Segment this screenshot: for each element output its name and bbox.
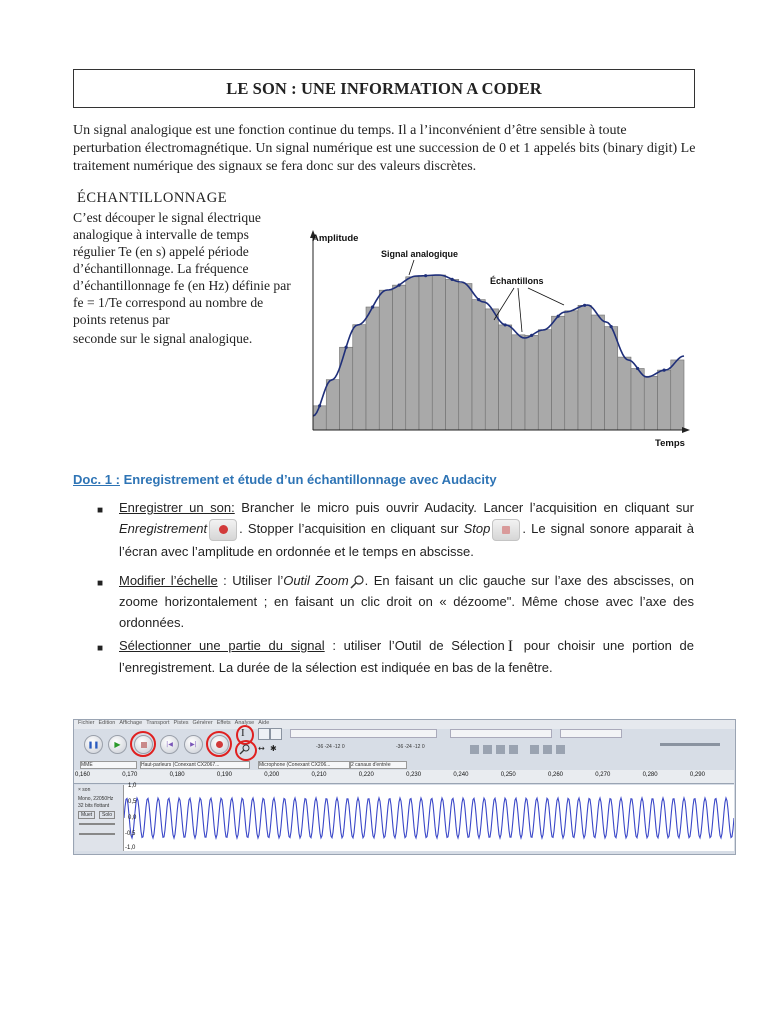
sample-point: [530, 334, 533, 337]
pan-slider[interactable]: [79, 833, 115, 835]
page-title-text: LE SON : UNE INFORMATION A CODER: [226, 78, 542, 98]
sample-bar: [538, 330, 551, 430]
x-axis-arrow: [682, 427, 690, 433]
bullet-3: ■: [97, 643, 104, 654]
ruler-label: 0,230: [406, 772, 422, 778]
host-select[interactable]: MME: [80, 761, 137, 769]
ruler-label: 0,260: [548, 772, 564, 778]
selection-tool-icon: I: [507, 638, 514, 656]
multi-tool[interactable]: ✱: [270, 744, 277, 753]
menu-item-7[interactable]: Analyse: [234, 720, 255, 726]
sample-bar: [658, 370, 671, 430]
sample-bar: [552, 316, 565, 430]
sample-point: [610, 325, 613, 328]
ruler-label: 0,200: [264, 772, 280, 778]
output-device-select[interactable]: Haut-parleurs (Conexant CX2067...: [140, 761, 250, 769]
sample-point: [636, 367, 639, 370]
x-axis-label: Temps: [655, 438, 685, 449]
sample-bar: [565, 311, 578, 430]
scale-label: -0,5: [125, 831, 136, 837]
sample-bar: [366, 307, 379, 430]
bullet-3-lead: Sélectionner une partie du signal: [119, 638, 325, 653]
channels-select[interactable]: 2 canaux d'entrée: [350, 761, 407, 769]
samples-label: Échantillons: [490, 276, 544, 286]
sample-bar: [406, 277, 419, 430]
sample-point: [345, 346, 348, 349]
sample-bar: [605, 327, 618, 430]
menu-item-8[interactable]: Aide: [258, 720, 270, 726]
ruler-label: 0,250: [500, 772, 516, 778]
sample-bar: [671, 360, 684, 430]
sample-bar: [499, 325, 512, 430]
bullet-1-lead: Enregistrer un son:: [119, 500, 235, 515]
sample-bar: [326, 380, 339, 430]
sample-point: [451, 278, 454, 281]
ruler-label: 0,270: [595, 772, 611, 778]
record-button-icon: [209, 519, 237, 541]
stop-label: Stop: [463, 521, 491, 536]
sample-bar: [591, 315, 604, 430]
sample-point: [557, 315, 560, 318]
samples-pointer-3: [528, 288, 564, 305]
speed-slider[interactable]: [660, 743, 720, 746]
bullet-2-part2: . En faisant un clic gauche sur l’axe des abscisses, on zoome horizontalement ; en faisant un clic droit on « dézoome". Même chose avec l’axe des ordonnées.: [119, 573, 694, 630]
sample-bar: [353, 325, 366, 430]
signal-pointer: [409, 260, 414, 275]
ruler-label: 0,280: [642, 772, 658, 778]
track-control-panel: [75, 785, 124, 851]
scale-label: 1,0: [128, 783, 137, 789]
sample-bars: [313, 275, 684, 430]
scale-label: 0,0: [128, 815, 137, 821]
sample-bar: [459, 284, 472, 430]
mute-button[interactable]: Muet: [78, 811, 95, 819]
bullet-3-part1: : utiliser l’Outil de Sélection: [324, 638, 505, 653]
zoom-highlight-ring: [235, 740, 257, 761]
ruler-label: 0,160: [75, 772, 91, 778]
sample-bar: [340, 347, 353, 430]
sample-bar: [432, 275, 445, 430]
zoom-icon: [349, 574, 365, 590]
input-device-select[interactable]: Microphone (Conexant CX206...: [258, 761, 350, 769]
track-info-1: Mono, 22050Hz: [78, 796, 114, 802]
audacity-menubar: [74, 720, 735, 729]
scale-label: -1,0: [125, 845, 136, 851]
signal-label: Signal analogique: [381, 249, 459, 259]
track-name[interactable]: × son: [78, 787, 91, 793]
menu-item-6[interactable]: Effets: [216, 720, 231, 726]
sample-bar: [631, 369, 644, 431]
sample-point: [504, 323, 507, 326]
playback-meter: [290, 729, 437, 738]
ruler-label: 0,180: [169, 772, 185, 778]
bullet-2-text: [119, 570, 694, 633]
bullet-2: ■: [97, 578, 104, 589]
selection-tool[interactable]: I: [241, 727, 245, 739]
sample-bar: [379, 290, 392, 430]
sample-bar: [578, 305, 591, 430]
ruler-label: 0,240: [453, 772, 469, 778]
ruler-label: 0,220: [358, 772, 374, 778]
waveform[interactable]: [124, 785, 734, 851]
sampling-text-end: seconde sur le signal analogique.: [73, 331, 253, 346]
meter-labels-2: -36 -24 -12 0: [396, 744, 425, 750]
sample-bar: [644, 376, 657, 430]
sample-point: [398, 284, 401, 287]
doc-prefix: Doc. 1 :: [73, 472, 120, 487]
gain-slider[interactable]: [79, 823, 115, 825]
pause-button[interactable]: ❚❚: [84, 735, 103, 754]
skip-start-button[interactable]: |◀: [160, 735, 179, 754]
ruler-label: 0,210: [311, 772, 327, 778]
sampling-figure: [296, 220, 696, 452]
sample-bar: [472, 300, 485, 430]
bullet-2-part1: : Utiliser l’: [217, 573, 284, 588]
sample-bar: [393, 285, 406, 430]
sample-bar: [485, 309, 498, 430]
menu-item-5[interactable]: Générer: [192, 720, 213, 726]
sampling-heading: ÉCHANTILLONNAGE: [77, 190, 228, 206]
sample-bar: [512, 335, 525, 430]
sample-point: [477, 298, 480, 301]
bullet-1-part3: . Le signal sonore apparait à l’écran avec l’amplitude en ordonnée et le temps en abscisse.: [119, 521, 694, 559]
solo-button[interactable]: Solo: [99, 811, 115, 819]
menu-item-2[interactable]: Affichage: [119, 720, 143, 726]
menu-item-1[interactable]: Edition: [98, 720, 116, 726]
bullet-2-lead: Modifier l’échelle: [119, 573, 218, 588]
sample-point: [371, 305, 374, 308]
samples-pointer-2: [518, 288, 522, 332]
sample-point: [424, 274, 427, 277]
y-axis-label: Amplitude: [312, 233, 359, 244]
page-title: [73, 69, 695, 108]
intro-paragraph: Un signal analogique est une fonction continue du temps. Il a l’inconvénient d’être sensible à toute perturbation électromagnétique. Un signal numérique est une succession de 0 et 1 appelés bits (binary digit) Le traitement numérique des signaux se fera donc sur des valeurs discrètes.: [73, 123, 696, 174]
doc-title: [73, 472, 497, 487]
samples-pointer-1: [494, 288, 514, 320]
record-label: Enregistrement: [119, 521, 208, 536]
menu-item-0[interactable]: Fichier: [78, 720, 95, 726]
bullet-3-text: [119, 635, 694, 678]
record-highlight-ring: [206, 731, 232, 757]
sample-bar: [446, 279, 459, 430]
sample-point: [663, 368, 666, 371]
sample-bar: [313, 406, 326, 430]
play-button[interactable]: ▶: [108, 735, 127, 754]
sample-bar: [525, 335, 538, 430]
record-meter: [450, 729, 552, 738]
ruler-label: 0,190: [216, 772, 232, 778]
sample-point: [318, 404, 321, 407]
volume-slider[interactable]: [560, 729, 622, 738]
ruler-label: 0,170: [122, 772, 138, 778]
draw-tool[interactable]: [270, 728, 282, 740]
edit-toolbar: [470, 741, 630, 753]
bullet-3-part2: pour choisir une portion de l’enregistrement. La durée de la sélection est indiquée en bas de la fenêtre.: [119, 638, 695, 676]
sample-bar: [419, 276, 432, 430]
sample-bar: [618, 357, 631, 430]
sampling-text: C’est découper le signal électrique analogique à intervalle de temps régulier Te (en s) appelé période d’échantillonnage. La fréquence d’échantillonnage fe (en Hz) définie par fe = 1/Te correspond au nombre de points retenus par: [73, 210, 291, 327]
stop-highlight-ring: [130, 731, 156, 757]
menu-item-3[interactable]: Transport: [146, 720, 170, 726]
bullet-1-part1: Brancher le micro puis ouvrir Audacity. Lancer l’acquisition en cliquant sur: [234, 500, 694, 515]
sample-point: [583, 304, 586, 307]
stop-button-icon: [492, 519, 520, 541]
meter-labels-1: -36 -24 -12 0: [316, 744, 345, 750]
doc-title-text: Enregistrement et étude d’un échantillonnage avec Audacity: [119, 472, 497, 487]
timeshift-tool[interactable]: ↔: [258, 744, 265, 753]
scale-label: 0,5: [128, 799, 137, 805]
bullet-1: ■: [97, 505, 104, 516]
zoom-label: Outil Zoom: [283, 573, 349, 588]
envelope-tool[interactable]: [258, 728, 270, 740]
ruler-label: 0,290: [689, 772, 705, 778]
bullet-1-part2: . Stopper l’acquisition en cliquant sur: [239, 521, 464, 536]
bullet-1-text: [119, 497, 694, 562]
menu-item-4[interactable]: Pistes: [173, 720, 189, 726]
skip-end-button[interactable]: ▶|: [184, 735, 203, 754]
track-info-2: 32 bits flottant: [78, 803, 110, 809]
